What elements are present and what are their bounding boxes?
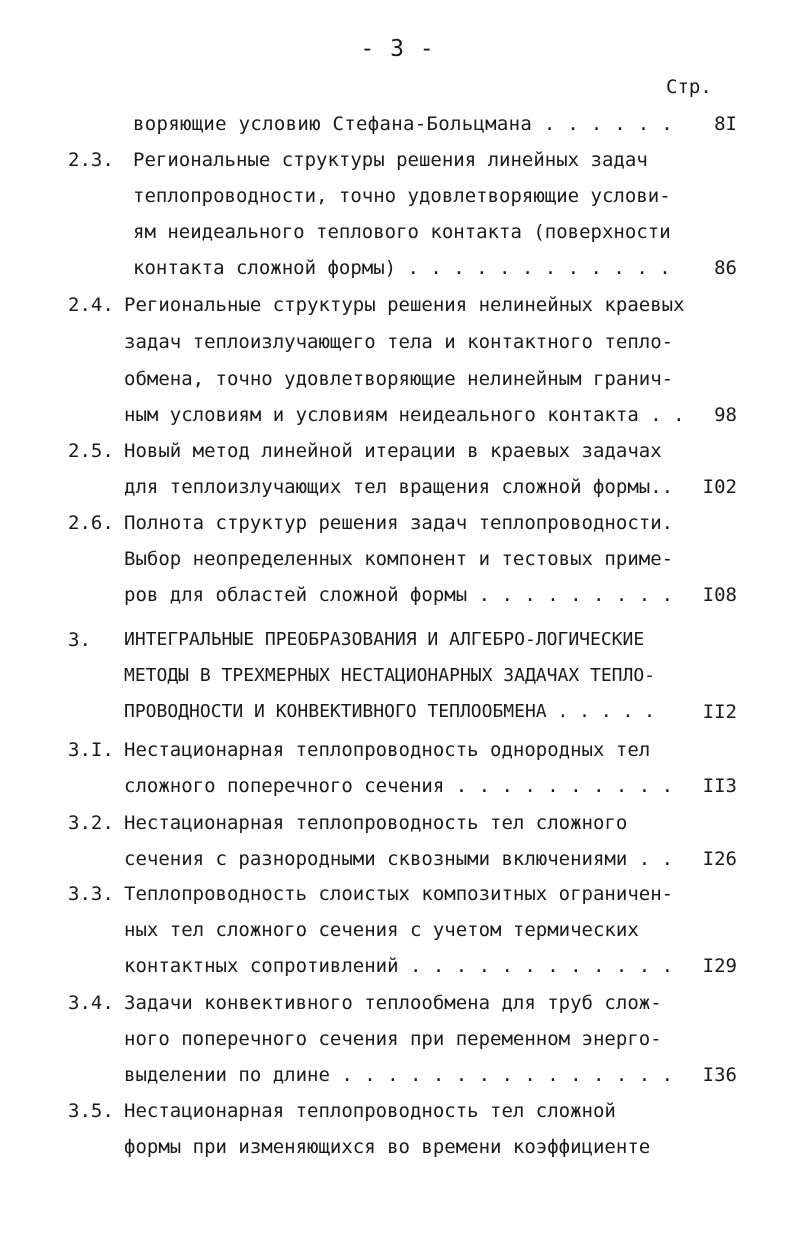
toc-entry-line: Выбор неопределенных компонент и тестовых приме- — [124, 548, 674, 570]
toc-entry-line: задач теплоизлучающего тела и контактного тепло- — [124, 331, 674, 353]
toc-entry-line: выделении по длине . . . . . . . . . . . . . . . — [124, 1064, 674, 1086]
toc-entry-line: ИНТЕГРАЛЬНЫЕ ПРЕОБРАЗОВАНИЯ И АЛГЕБРО-ЛОГИЧЕСКИЕ — [124, 629, 645, 650]
toc-entry-line: Задачи конвективного теплообмена для труб слож- — [124, 992, 662, 1014]
toc-entry-page: I29 — [702, 955, 737, 977]
toc-entry-line: Полнота структур решения задач теплопроводности. — [124, 512, 674, 534]
toc-entry-line: контакта сложной формы) . . . . . . . . . . . . — [133, 257, 671, 279]
toc-entry-page: I08 — [702, 584, 737, 606]
toc-entry-line: Региональные структуры решения линейных задач — [133, 149, 648, 171]
page-number: - 3 - — [360, 36, 435, 62]
toc-entry-line: воряющие условию Стефана-Больцмана . . . . . . — [133, 113, 673, 135]
toc-entry-line: ПРОВОДНОСТИ И КОНВЕКТИВНОГО ТЕПЛООБМЕНА . . . . . — [124, 701, 656, 722]
toc-entry-line: теплопроводности, точно удовлетворяющие услови- — [133, 185, 671, 207]
toc-entry-page: 86 — [714, 257, 737, 279]
toc-entry-number: 3. — [68, 629, 91, 651]
toc-entry-page: 98 — [714, 404, 737, 426]
toc-entry-line: обмена, точно удовлетворяющие нелинейным гранич- — [124, 368, 674, 390]
toc-entry-line: ям неидеального теплового контакта (поверхности — [133, 221, 671, 243]
toc-entry-page: I02 — [702, 476, 737, 498]
toc-entry-number: 2.6. — [68, 512, 114, 534]
toc-entry-number: 3.4. — [68, 992, 114, 1014]
toc-entry-line: ного поперечного сечения при переменном энерго- — [124, 1028, 662, 1050]
toc-entry-page: 8I — [714, 113, 737, 135]
toc-entry-line: для теплоизлучающих тел вращения сложной формы.. — [124, 476, 674, 498]
toc-entry-page: I36 — [702, 1064, 737, 1086]
toc-entry-line: сечения с разнородными сквозными включениями . . — [124, 848, 674, 870]
toc-entry-page: II2 — [702, 701, 737, 723]
toc-entry-line: Нестационарная теплопроводность однородных тел — [124, 739, 651, 761]
toc-entry-line: ров для областей сложной формы . . . . . . . . . — [124, 584, 674, 606]
toc-entry-line: ных тел сложного сечения с учетом термических — [124, 919, 639, 941]
toc-entry-line: МЕТОДЫ В ТРЕХМЕРНЫХ НЕСТАЦИОНАРНЫХ ЗАДАЧАХ ТЕПЛО- — [124, 665, 656, 686]
toc-entry-line: контактных сопротивлений . . . . . . . . . . . . — [124, 955, 674, 977]
toc-entry-number: 3.5. — [68, 1100, 114, 1122]
toc-entry-line: Региональные структуры решения нелинейных краевых — [124, 294, 685, 316]
toc-entry-line: Нестационарная теплопроводность тел сложной — [124, 1100, 616, 1122]
toc-entry-number: 2.3. — [68, 149, 114, 171]
toc-entry-page: II3 — [702, 775, 737, 797]
toc-entry-number: 2.5. — [68, 440, 114, 462]
toc-entry-number: 3.3. — [68, 883, 114, 905]
toc-entry-number: 3.2. — [68, 812, 114, 834]
toc-entry-line: Нестационарная теплопроводность тел сложного — [124, 812, 628, 834]
toc-entry-number: 2.4. — [68, 294, 114, 316]
toc-entry-page: I26 — [702, 848, 737, 870]
toc-entry-line: сложного поперечного сечения . . . . . . . . . . — [124, 775, 674, 797]
toc-entry-number: 3.I. — [68, 739, 114, 761]
toc-entry-line: Новый метод линейной итерации в краевых задачах — [124, 440, 662, 462]
toc-entry-line: ным условиям и условиям неидеального контакта . . — [124, 404, 685, 426]
page-column-label: Стр. — [666, 76, 712, 98]
toc-entry-line: Теплопроводность слоистых композитных ограничен- — [124, 883, 674, 905]
toc-entry-line: формы при изменяющихся во времени коэффициенте — [124, 1136, 651, 1158]
